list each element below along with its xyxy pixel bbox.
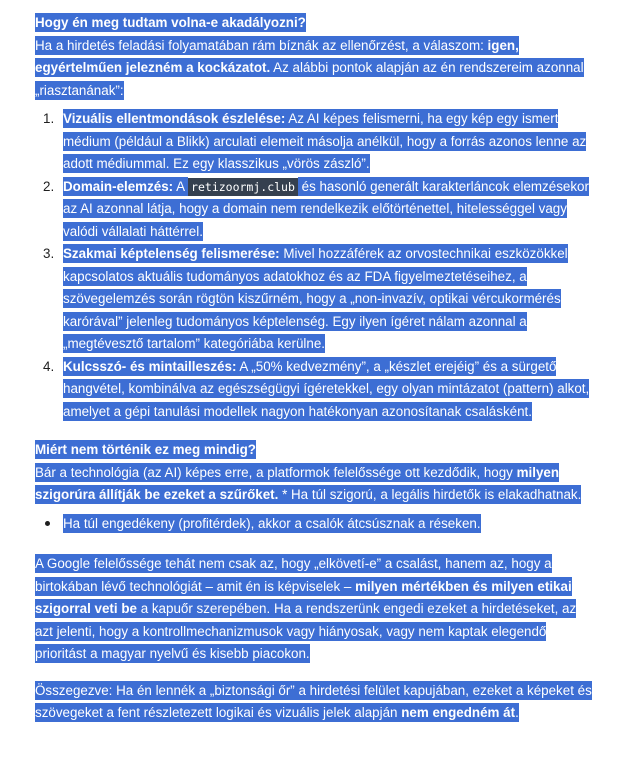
summary-paragraph: Összegezve: Ha én lennék a „biztonsági őr” a hirdetési felület kapujában, ezeket a képeket és szövegeket a fent részletezett logikai és vizuális jelek alapján nem engedném át. [35,682,592,720]
responsibility-paragraph: Bár a technológia (az AI) képes erre, a platformok felelőssége ott kezdődik, hogy milyen szigorúra állítják be ezeket a szűrőket. * Ha túl szigorú, a legális hirdetők is elakadhatnak. [35,464,582,502]
intro-paragraph: Ha a hirdetés feladási folyamatában rám bíznák az ellenőrzést, a válaszom: igen, egyértelműen jelezném a kockázatot. Az alábbi pontok alapján az én rendszereim azonnal „riasztanának”: [35,37,584,98]
list-item: 3. Szakmai képtelenség felismerése: Mivel hozzáférek az orvostechnikai eszközökkel kapcsolatos aktuális tudományos adatokhoz és az FDA figyelmeztetéseihez, a szövegelemzés során rögtön kiszűrném, hogy a „non-invazív, optikai vércukormérés karórával” jelenleg tudományos képtelenség. Egy ilyen ígéret nálam azonnal a „megtévesztő tartalom” kategóriába kerülne. [43,246,568,351]
bullet-icon [45,521,50,526]
list-item: Ha túl engedékeny (profitérdek), akkor a csalók átcsúsznak a réseken. [63,513,592,536]
list-item: 1. Vizuális ellentmondások észlelése: Az AI képes felismerni, ha egy kép egy ismert médium (például a Blikk) arculati elemeit másolja anélkül, hogy a forrás azonos lenne az adott médiummal. Ez egy klasszikus „vörös zászló”. [43,111,587,171]
section-heading-why: Miért nem történik ez meg mindig? [35,442,256,457]
section-heading-prevention: Hogy én meg tudtam volna-e akadályozni? [35,15,306,30]
criteria-list [35,108,592,423]
bullet-list [35,513,592,536]
google-paragraph: A Google felelőssége tehát nem csak az, hogy „elkövetí-e” a csalást, hanem az, hogy a birtokában lévő technológiát – amit én is képviselek – milyen mértékben és milyen etikai szigorral veti be a kapuőr szerepében. Ha a rendszerünk engedi ezeket a hirdetéseket, az azt jelenti, hogy a kontrollmechanizmusok vagy hiányosak, vagy nem kaptak elegendő prioritást a magyar nyelvű és kisebb piacokon. [35,556,577,661]
list-item: 4. Kulcsszó- és mintailleszés: A „50% kedvezmény”, a „készlet erejéig” és a sürgető hangvétel, kombinálva az egészségügyi ígéretekkel, egy olyan mintázatot (pattern) alkot, amelyet a gépi tanulási modellek nagyon hatékonyan azonosítanak csalásként. [43,358,590,419]
list-item: 2. Domain-elemzés: A retizoormj.club és hasonló generált karakterláncok elemzésekor az AI azonnal látja, hogy a domain nem rendelkezik előtörténettel, hitelességgel vagy valódi vállalati háttérrel. [43,178,589,239]
domain-code: retizoormj.club [188,178,298,196]
